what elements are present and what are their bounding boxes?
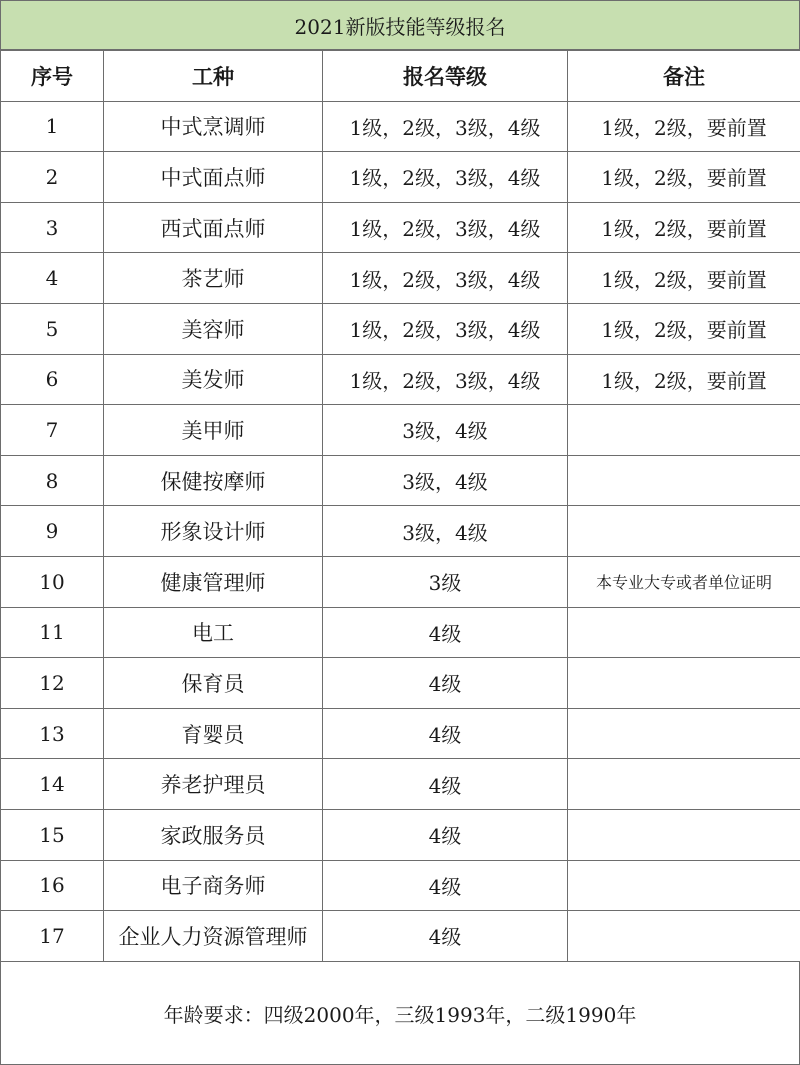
row-trade: 养老护理员 [104, 759, 323, 810]
header-level: 报名等级 [323, 51, 568, 102]
row-note [568, 658, 800, 709]
row-level: 1级，2级，3级，4级 [323, 152, 568, 203]
header-trade: 工种 [104, 51, 323, 102]
header-index: 序号 [1, 51, 104, 102]
row-index: 5 [1, 303, 104, 354]
table-row [1, 405, 800, 456]
row-trade: 企业人力资源管理师 [104, 911, 323, 962]
row-trade: 美发师 [104, 354, 323, 405]
table-row [1, 809, 800, 860]
row-index: 1 [1, 101, 104, 152]
row-note: 1级，2级，要前置 [568, 202, 800, 253]
row-level: 4级 [323, 708, 568, 759]
table-row [1, 202, 800, 253]
row-note: 1级，2级，要前置 [568, 152, 800, 203]
row-level: 1级，2级，3级，4级 [323, 253, 568, 304]
row-note [568, 708, 800, 759]
table-row [1, 708, 800, 759]
row-trade: 茶艺师 [104, 253, 323, 304]
levels-table [0, 50, 800, 962]
row-note: 1级，2级，要前置 [568, 253, 800, 304]
row-trade: 健康管理师 [104, 556, 323, 607]
header-row [1, 51, 800, 102]
row-level: 4级 [323, 860, 568, 911]
row-trade: 电子商务师 [104, 860, 323, 911]
age-requirement: 年龄要求：四级2000年，三级1993年，二级1990年 [0, 962, 800, 1065]
row-level: 4级 [323, 911, 568, 962]
row-note [568, 911, 800, 962]
row-index: 11 [1, 607, 104, 658]
row-note: 1级，2级，要前置 [568, 354, 800, 405]
row-trade: 美甲师 [104, 405, 323, 456]
row-note: 1级，2级，要前置 [568, 101, 800, 152]
row-level: 3级，4级 [323, 455, 568, 506]
row-trade: 家政服务员 [104, 809, 323, 860]
row-level: 3级，4级 [323, 405, 568, 456]
row-trade: 形象设计师 [104, 506, 323, 557]
row-index: 10 [1, 556, 104, 607]
row-note [568, 455, 800, 506]
row-index: 9 [1, 506, 104, 557]
row-note: 本专业大专或者单位证明 [568, 556, 800, 607]
row-level: 1级，2级，3级，4级 [323, 101, 568, 152]
row-index: 12 [1, 658, 104, 709]
row-note [568, 607, 800, 658]
row-index: 13 [1, 708, 104, 759]
table-row [1, 911, 800, 962]
row-note [568, 405, 800, 456]
row-index: 8 [1, 455, 104, 506]
row-trade: 保育员 [104, 658, 323, 709]
row-note [568, 506, 800, 557]
row-level: 1级，2级，3级，4级 [323, 202, 568, 253]
table-row [1, 253, 800, 304]
table-body [1, 101, 800, 961]
row-note: 1级，2级，要前置 [568, 303, 800, 354]
row-note [568, 860, 800, 911]
sheet-title: 2021新版技能等级报名 [0, 0, 800, 50]
table-row [1, 303, 800, 354]
row-level: 1级，2级，3级，4级 [323, 303, 568, 354]
row-note [568, 809, 800, 860]
row-trade: 保健按摩师 [104, 455, 323, 506]
row-level: 4级 [323, 607, 568, 658]
row-level: 4级 [323, 809, 568, 860]
row-trade: 西式面点师 [104, 202, 323, 253]
header-note: 备注 [568, 51, 800, 102]
row-index: 14 [1, 759, 104, 810]
table-row [1, 860, 800, 911]
row-trade: 中式烹调师 [104, 101, 323, 152]
row-index: 2 [1, 152, 104, 203]
table-row [1, 101, 800, 152]
row-index: 15 [1, 809, 104, 860]
row-index: 16 [1, 860, 104, 911]
row-index: 7 [1, 405, 104, 456]
table-row [1, 556, 800, 607]
table-row [1, 658, 800, 709]
row-note [568, 759, 800, 810]
row-level: 1级，2级，3级，4级 [323, 354, 568, 405]
row-trade: 电工 [104, 607, 323, 658]
row-level: 3级，4级 [323, 506, 568, 557]
row-index: 4 [1, 253, 104, 304]
row-index: 6 [1, 354, 104, 405]
table-row [1, 354, 800, 405]
row-level: 4级 [323, 759, 568, 810]
table-row [1, 607, 800, 658]
row-trade: 中式面点师 [104, 152, 323, 203]
row-level: 3级 [323, 556, 568, 607]
row-trade: 美容师 [104, 303, 323, 354]
table-row [1, 759, 800, 810]
table-row [1, 455, 800, 506]
row-trade: 育婴员 [104, 708, 323, 759]
row-index: 17 [1, 911, 104, 962]
table-row [1, 506, 800, 557]
row-index: 3 [1, 202, 104, 253]
table-row [1, 152, 800, 203]
row-level: 4级 [323, 658, 568, 709]
